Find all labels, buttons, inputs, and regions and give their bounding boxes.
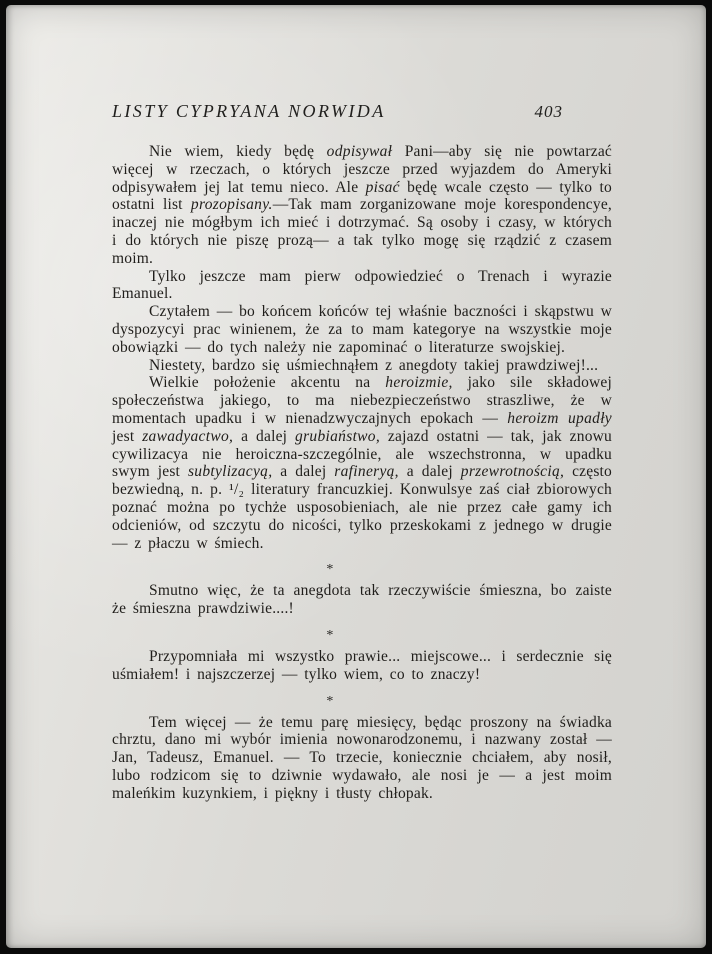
letter-paragraph: Tem więcej — że temu parę miesięcy, będąc proszony na świadka chrztu, dano mi wybór imienia nowonarodzonemu, i nazwany został — Jan, Tadeusz, Emanuel. — To trzecie, koniecznie chciałem, aby nosił, lubo rodzicom się to dziwnie wydawało, ale nosi je — a jest moim maleńkim kuzynkiem, i piękny i tłusty chłopak. — [112, 713, 612, 802]
letter-paragraph: Nie wiem, kiedy będę odpisywał Pani—aby się nie powtarzać więcej w rzeczach, o których jeszcze przed wyjazdem do Ameryki odpisywałem jej lat temu nieco. Ale pisać będę wcale często — tylko to ostatni list prozopisany.—Tak mam zorganizowane moje korespondencye, inaczej nie mógłbym ich mieć i dotrzymać. Są osoby i czasy, w których i do których nie piszę prozą— a tak tylko mogę się rządzić z czasem moim. — [112, 143, 612, 267]
letter-paragraph: Niestety, bardzo się uśmiechnąłem z anegdoty takiej prawdziwej!... — [149, 356, 599, 374]
running-head-title: LISTY CYPRYANA NORWIDA — [112, 101, 386, 121]
section-separator-asterisk: * — [326, 627, 334, 643]
letter-body — [112, 143, 612, 803]
letter-paragraph: Smutno więc, że ta anegdota tak rzeczywiście śmieszna, bo zaiste że śmieszna prawdziwie....! — [112, 582, 612, 618]
letter-paragraph: Czytałem — bo końcem końców tej właśnie baczności i skąpstwu w dyspozycyi prac winienem, że za to mam kategorye na wszystkie moje obowiązki — do tych należy nie zapominać o literaturze swojskiej. — [112, 303, 612, 356]
section-separator-asterisk: * — [326, 562, 334, 578]
book-page — [6, 5, 706, 948]
page-number: 403 — [534, 102, 563, 121]
letter-paragraph: Tylko jeszcze mam pierw odpowiedzieć o Trenach i wyrazie Emanuel. — [112, 267, 612, 303]
text-column — [112, 5, 612, 803]
letter-paragraph: Wielkie położenie akcentu na heroizmie, jako sile składowej społeczeństwa jakiego, to ma niebezpieczeństwo straszliwe, że w momentach upadku i w nienadzwyczajnych epokach — heroizm upadły jest zawadyactwo, a dalej grubiaństwo, zajazd ostatni — tak, jak znowu cywilizacya nie heroiczna-szczególnie, ale wszechstronna, w upadku swym jest subtylizacyą, a dalej rafineryą, a dalej przewrotnością, często bezwiedną, n. p. ¹/₂ literatury francuzkiej. Konwulsye zaś ciał zbiorowych poznać można po tychże usposobieniach, ale nie przez całe gamy ich odcieniów, od szczytu do nicości, tylko przeskokami z jednego w drugie — z płaczu w śmiech. — [112, 374, 613, 552]
running-head — [112, 101, 612, 122]
letter-paragraph: Przypomniała mi wszystko prawie... miejscowe... i serdecznie się uśmiałem! i najszczerzej — tylko wiem, co to znaczy! — [112, 647, 612, 683]
section-separator-asterisk: * — [326, 693, 334, 709]
